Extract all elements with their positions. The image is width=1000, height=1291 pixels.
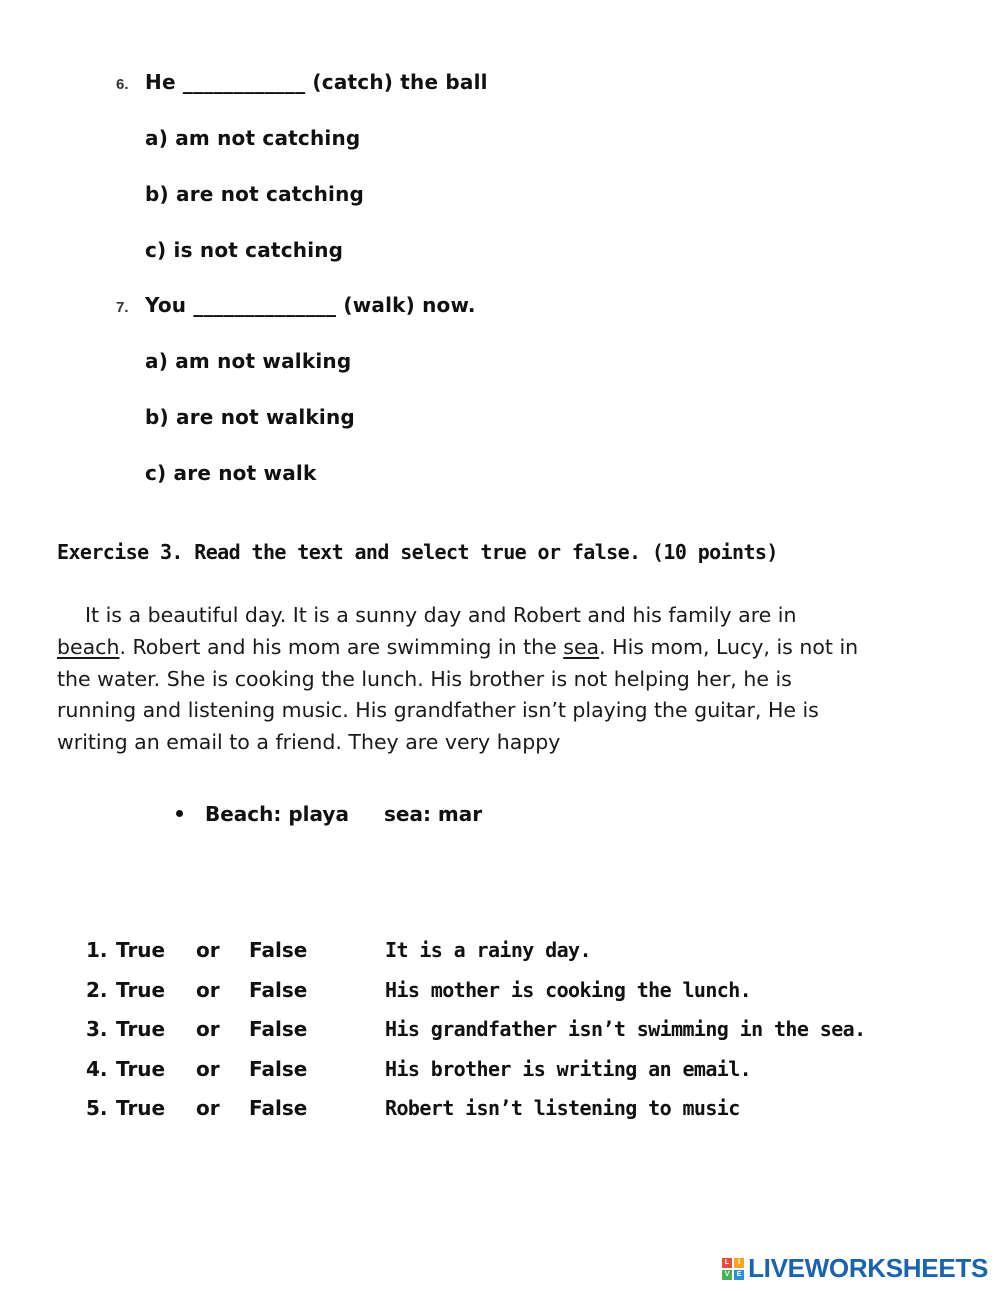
answer-option[interactable]: b) are not walking [145, 405, 355, 429]
or-label: or [196, 1096, 220, 1120]
false-option[interactable]: False [249, 1096, 308, 1120]
statement-number: 4. [86, 1057, 108, 1081]
question-stem: You ______________ (walk) now. [145, 293, 476, 317]
or-label: or [196, 1017, 220, 1041]
true-option[interactable]: True [116, 1057, 166, 1081]
answer-option[interactable]: a) am not catching [145, 126, 361, 150]
or-label: or [196, 1057, 220, 1081]
true-option[interactable]: True [116, 1017, 166, 1041]
true-option[interactable]: True [116, 1096, 166, 1120]
passage-line: running and listening music. His grandfather isn’t playing the guitar, He is [57, 698, 819, 723]
liveworksheets-logo [722, 1253, 988, 1284]
reading-passage [57, 600, 877, 759]
passage-line: the water. She is cooking the lunch. His brother is not helping her, he is [57, 666, 792, 691]
passage-line: writing an email to a friend. They are very happy [57, 730, 561, 755]
statement-text: His grandfather isn’t swimming in the sea. [385, 1017, 866, 1041]
glossary-item: Beach: playa [205, 802, 349, 826]
answer-option[interactable]: b) are not catching [145, 182, 365, 206]
glossary [176, 802, 349, 826]
false-option[interactable]: False [249, 938, 308, 962]
logo-tile: E [734, 1270, 744, 1280]
answer-option[interactable]: c) are not walk [145, 461, 317, 485]
question-number: 7. [116, 299, 129, 316]
statement-number: 1. [86, 938, 108, 962]
statement-text: His mother is cooking the lunch. [385, 978, 752, 1002]
true-option[interactable]: True [116, 978, 166, 1002]
glossary-word-sea: sea [563, 634, 600, 659]
logo-mark-icon [722, 1258, 744, 1280]
logo-tile: L [722, 1258, 732, 1268]
question-stem: He ____________ (catch) the ball [145, 70, 488, 94]
logo-tile: V [722, 1270, 732, 1280]
answer-option[interactable]: a) am not walking [145, 349, 352, 373]
passage-fragment: . Robert and his mom are swimming in the [119, 634, 564, 659]
false-option[interactable]: False [249, 978, 308, 1002]
statement-text: His brother is writing an email. [385, 1057, 752, 1081]
or-label: or [196, 978, 220, 1002]
answer-option[interactable]: c) is not catching [145, 238, 344, 262]
passage-fragment: . His mom, Lucy, is not in [599, 634, 859, 659]
question-number: 6. [116, 76, 129, 93]
passage-line: It is a beautiful day. It is a sunny day and Robert and his family are in [85, 603, 797, 627]
statement-number: 3. [86, 1017, 108, 1041]
statement-number: 2. [86, 978, 108, 1002]
false-option[interactable]: False [249, 1057, 308, 1081]
statement-text: Robert isn’t listening to music [385, 1096, 740, 1120]
false-option[interactable]: False [249, 1017, 308, 1041]
statement-number: 5. [86, 1096, 108, 1120]
passage-line [57, 632, 877, 664]
bullet-icon [176, 810, 183, 817]
exercise-title: Exercise 3. Read the text and select true or false. (10 points) [57, 540, 778, 564]
glossary-word-beach: beach [57, 634, 120, 659]
logo-tile: I [734, 1258, 744, 1268]
brand-name: LIVEWORKSHEETS [748, 1253, 988, 1283]
statement-text: It is a rainy day. [385, 938, 591, 962]
glossary-item: sea: mar [384, 802, 483, 826]
true-option[interactable]: True [116, 938, 166, 962]
or-label: or [196, 938, 220, 962]
